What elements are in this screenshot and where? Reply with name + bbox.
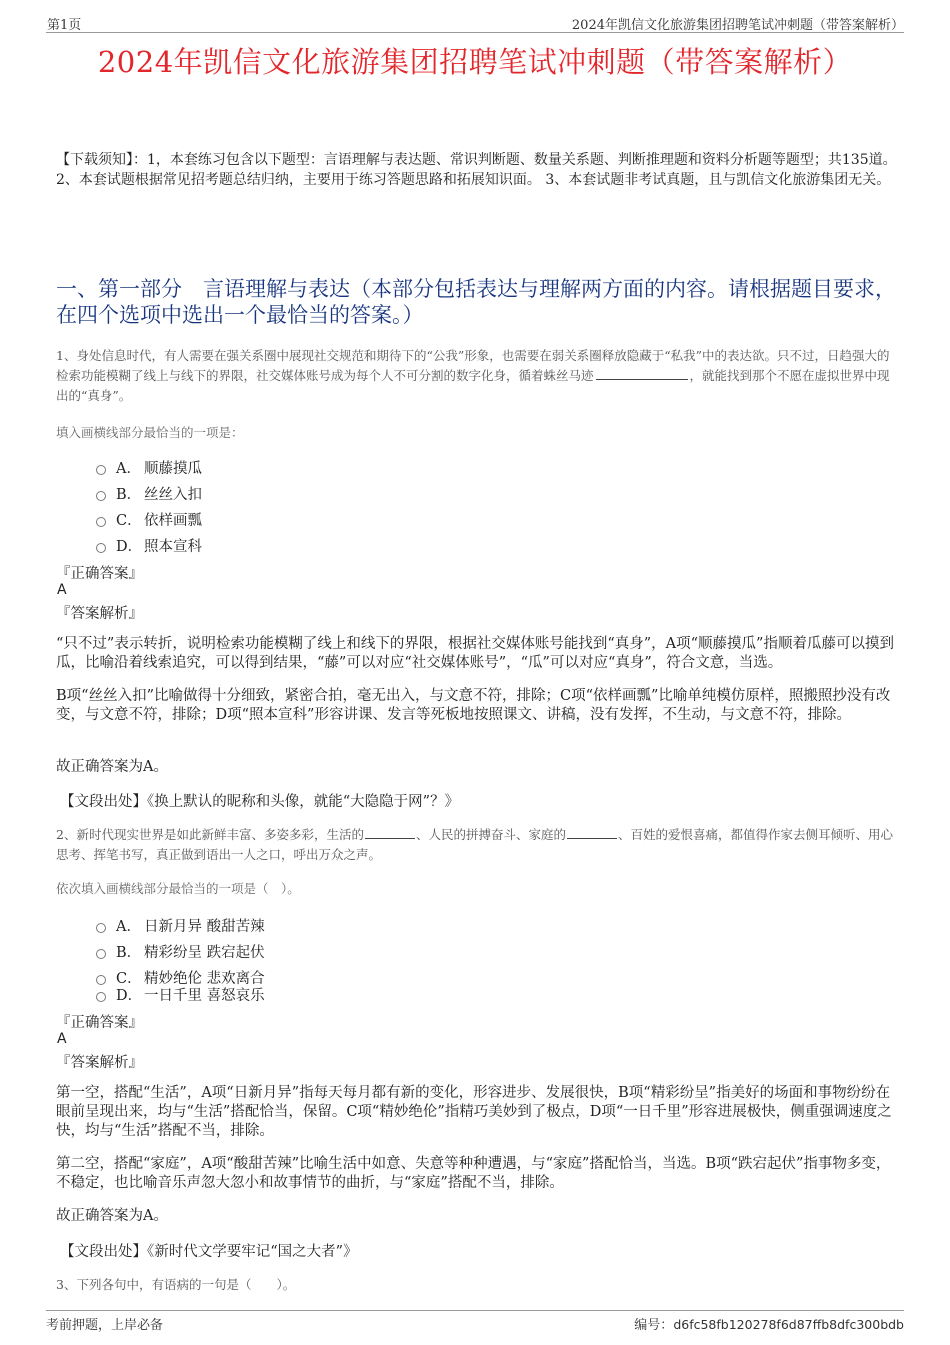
radio-icon[interactable] <box>96 491 106 501</box>
q2-option-d[interactable]: D． 一日千里 喜怒哀乐 <box>96 984 265 1005</box>
question-2-prompt: 依次填入画横线部分最恰当的一项是（ ）。 <box>56 881 300 896</box>
analysis-conclusion: 故正确答案为A。 <box>56 1208 168 1224</box>
passage-source: 【文段出处】《换上默认的昵称和头像，就能“大隐隐于网”？》 <box>60 794 460 810</box>
radio-icon[interactable] <box>96 543 106 553</box>
answer-blank <box>365 826 415 839</box>
document-code: 编号：d6fc58fb120278f6d87ffb8dfc300bdb <box>634 1317 904 1333</box>
radio-icon[interactable] <box>96 517 106 527</box>
answer-blank <box>567 826 617 839</box>
header-divider <box>46 32 904 33</box>
question-3-stem: 3、下列各句中，有语病的一句是（ ）。 <box>56 1277 296 1292</box>
q1-option-a[interactable]: A． 顺藤摸瓜 <box>96 457 202 478</box>
q1-option-b[interactable]: B． 丝丝入扣 <box>96 483 202 504</box>
radio-icon[interactable] <box>96 923 106 933</box>
running-header-title: 2024年凯信文化旅游集团招聘笔试冲刺题（带答案解析） <box>571 18 904 33</box>
footer-divider <box>46 1310 904 1311</box>
radio-icon[interactable] <box>96 992 106 1002</box>
radio-icon[interactable] <box>96 949 106 959</box>
q2-option-b[interactable]: B． 精彩纷呈 跌宕起伏 <box>96 941 265 962</box>
analysis-paragraph: “只不过”表示转折，说明检索功能模糊了线上和线下的界限，根据社交媒体账号能找到“真身”，A项“顺藤摸瓜”指顺着瓜藤可以摸到瓜，比喻沿着线索追究，可以得到结果，“藤”可以对应“社交媒体账号”，“瓜”可以对应“真身”，符合文意，当选。 <box>56 636 894 671</box>
q2-option-a[interactable]: A． 日新月异 酸甜苦辣 <box>96 915 265 936</box>
passage-source: 【文段出处】《新时代文学要牢记“国之大者”》 <box>60 1244 358 1260</box>
question-1-stem: 1、身处信息时代，有人需要在强关系圈中展现社交规范和期待下的“公我”形象，也需要在弱关系圈释放隐藏于“私我”中的表达欲。只不过，日趋强大的检索功能模糊了线上与线下的界限，社交媒体账号成为每个人不可分割的数字化身，循着蛛丝马迹 ，就能找到那个不愿在虚拟世界中现出的“真身”。 <box>56 348 890 403</box>
radio-icon[interactable] <box>96 465 106 475</box>
download-notice: 【下载须知】：1，本套练习包含以下题型：言语理解与表达题、常识判断题、数量关系题、判断推理题和资料分析题等题型；共135道。 2、本套试题根据常见招考题总结归纳，主要用于练习答题思路和拓展知识面。 3、本套试题非考试真题，且与凯信文化旅游集团无关。 <box>56 152 897 188</box>
analysis-paragraph: 第二空，搭配“家庭”，A项“酸甜苦辣”比喻生活中如意、失意等种种遭遇，与“家庭”搭配恰当，当选。B项“跌宕起伏”指事物多变，不稳定，也比喻音乐声忽大忽小和故事情节的曲折，与“家庭”搭配不当，排除。 <box>56 1156 891 1191</box>
q2-option-c[interactable]: C． 精妙绝伦 悲欢离合 <box>96 967 265 988</box>
analysis-paragraph: B项“丝丝入扣”比喻做得十分细致，紧密合拍，毫无出入，与文意不符，排除；C项“依样画瓢”比喻单纯模仿原样，照搬照抄没有改变，与文意不符，排除；D项“照本宣科”形容讲课、发言等死板地按照课文、讲稿，没有发挥，不生动，与文意不符，排除。 <box>56 688 891 723</box>
footer-slogan: 考前押题，上岸必备 <box>46 1318 164 1333</box>
correct-answer-label: 『正确答案』 <box>56 566 143 582</box>
page-number: 第1页 <box>47 18 82 33</box>
q1-option-d[interactable]: D． 照本宣科 <box>96 535 202 556</box>
question-2-stem: 2、新时代现实世界是如此新鲜丰富、多姿多彩，生活的 、人民的拼搏奋斗、家庭的 、百姓的爱恨喜痛，都值得作家去侧耳倾听、用心思考、挥笔书写，真正做到语出一人之口，呼出万众之声。 <box>56 827 893 862</box>
q1-option-c[interactable]: C． 依样画瓢 <box>96 509 202 530</box>
correct-answer-value: A <box>57 582 67 598</box>
correct-answer-label: 『正确答案』 <box>56 1015 143 1031</box>
answer-blank <box>596 367 688 380</box>
correct-answer-value: A <box>57 1031 67 1047</box>
page-title: 2024年凯信文化旅游集团招聘笔试冲刺题（带答案解析） <box>97 45 853 79</box>
analysis-label: 『答案解析』 <box>56 1055 143 1071</box>
section-heading: 一、第一部分 言语理解与表达（本部分包括表达与理解两方面的内容。请根据题目要求，在四个选项中选出一个最恰当的答案。） <box>56 277 896 327</box>
question-1-prompt: 填入画横线部分最恰当的一项是： <box>56 425 244 440</box>
analysis-conclusion: 故正确答案为A。 <box>56 759 168 775</box>
analysis-label: 『答案解析』 <box>56 606 143 622</box>
analysis-paragraph: 第一空，搭配“生活”，A项“日新月异”指每天每月都有新的变化，形容进步、发展很快，B项“精彩纷呈”指美好的场面和事物纷纷在眼前呈现出来，均与“生活”搭配恰当，保留。C项“精妙绝伦”指精巧美妙到了极点，D项“一日千里”形容进展极快，侧重强调速度之快，均与“生活”搭配不当，排除。 <box>56 1085 892 1139</box>
